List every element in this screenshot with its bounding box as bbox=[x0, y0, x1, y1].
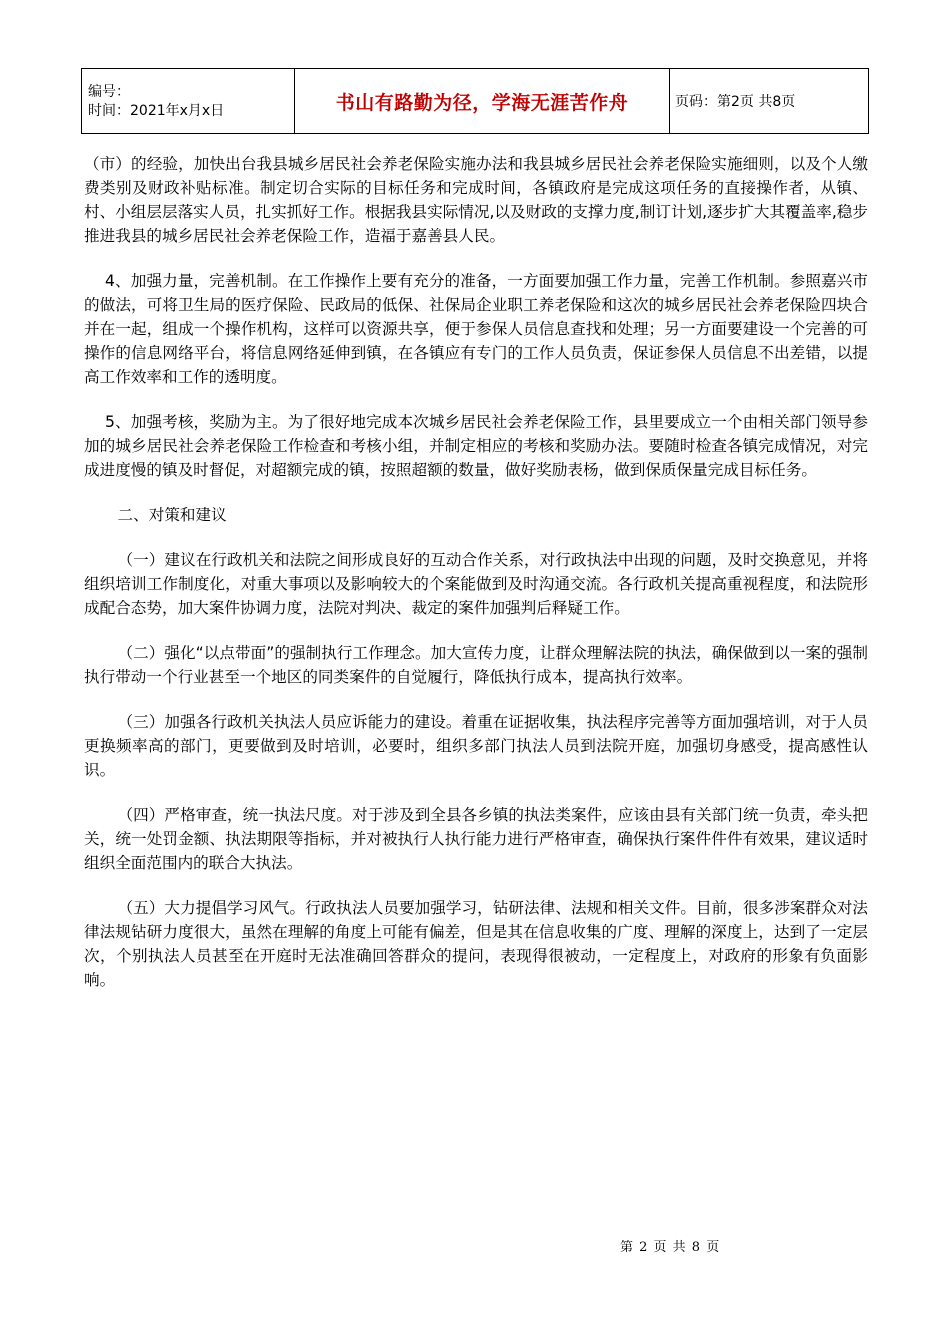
paragraph-item-4: 4、加强力量，完善机制。在工作操作上要有充分的准备，一方面要加强工作力量，完善工作机制。参照嘉兴市的做法，可将卫生局的医疗保险、民政局的低保、社保局企业职工养老保险和这次的城乡居民社会养老保险四块合并在一起，组成一个操作机构，这样可以资源共享，便于参保人员信息查找和处理；另一方面要建设一个完善的可操作的信息网络平台，将信息网络延伸到镇，在各镇应有专门的工作人员负责，保证参保人员信息不出差错，以提高工作效率和工作的透明度。 bbox=[84, 272, 868, 386]
paragraph-continued: （市）的经验，加快出台我县城乡居民社会养老保险实施办法和我县城乡居民社会养老保险实施细则，以及个人缴费类别及财政补贴标准。制定切合实际的目标任务和完成时间，各镇政府是完成这项任务的直接操作者，从镇、村、小组层层落实人员，扎实抓好工作。根据我县实际情况,以及财政的支撑力度,制订计划,逐步扩大其覆盖率,稳步推进我县的城乡居民社会养老保险工作，造福于嘉善县人民。 bbox=[84, 155, 868, 245]
section-heading: 二、对策和建议 bbox=[117, 506, 227, 524]
header-motto: 书山有路勤为径，学海无涯苦作舟 bbox=[295, 69, 670, 134]
paragraph-item-5: 5、加强考核，奖励为主。为了很好地完成本次城乡居民社会养老保险工作，县里要成立一个由相关部门领导参加的城乡居民社会养老保险工作检查和考核小组，并制定相应的考核和奖励办法。要随时检查各镇完成情况，对完成进度慢的镇及时督促，对超额完成的镇，按照超额的数量，做好奖励表杨，做到保质保量完成目标任务。 bbox=[84, 413, 868, 479]
paragraph-suggestion-2: （二）强化“以点带面”的强制执行工作理念。加大宣传力度，让群众理解法院的执法，确保做到以一案的强制执行带动一个行业甚至一个地区的同类案件的自觉履行，降低执行成本，提高执行效率。 bbox=[84, 644, 868, 686]
header-page-number: 页码：第2页 共8页 bbox=[670, 69, 869, 134]
paragraph-suggestion-4: （四）严格审查，统一执法尺度。对于涉及到全县各乡镇的执法类案件，应该由县有关部门统一负责，牵头把关，统一处罚金额、执法期限等指标，并对被执行人执行能力进行严格审查，确保执行案件件件有效果，建议适时组织全面范围内的联合大执法。 bbox=[84, 806, 868, 872]
page-footer: 第 2 页 共 8 页 bbox=[620, 1240, 721, 1255]
document-header bbox=[81, 68, 869, 134]
document-number-label: 编号： bbox=[88, 84, 130, 100]
paragraph-suggestion-1: （一）建议在行政机关和法院之间形成良好的互动合作关系，对行政执法中出现的问题，及时交换意见，并将组织培训工作制度化，对重大事项以及影响较大的个案能做到及时沟通交流。各行政机关提高重视程度，和法院形成配合态势，加大案件协调力度，法院对判决、裁定的案件加强判后释疑工作。 bbox=[84, 551, 868, 617]
header-meta bbox=[82, 69, 295, 134]
document-date-label: 时间：2021年x月x日 bbox=[88, 103, 225, 119]
paragraph-suggestion-5: （五）大力提倡学习风气。行政执法人员要加强学习，钻研法律、法规和相关文件。目前，很多涉案群众对法律法规钻研力度很大，虽然在理解的角度上可能有偏差，但是其在信息收集的广度、理解的深度上，达到了一定层次，个别执法人员甚至在开庭时无法准确回答群众的提问，表现得很被动，一定程度上，对政府的形象有负面影响。 bbox=[84, 899, 868, 989]
document-body bbox=[84, 152, 868, 1013]
paragraph-suggestion-3: （三）加强各行政机关执法人员应诉能力的建设。着重在证据收集，执法程序完善等方面加强培训，对于人员更换频率高的部门，更要做到及时培训，必要时，组织多部门执法人员到法院开庭，加强切身感受，提高感性认识。 bbox=[84, 713, 868, 779]
